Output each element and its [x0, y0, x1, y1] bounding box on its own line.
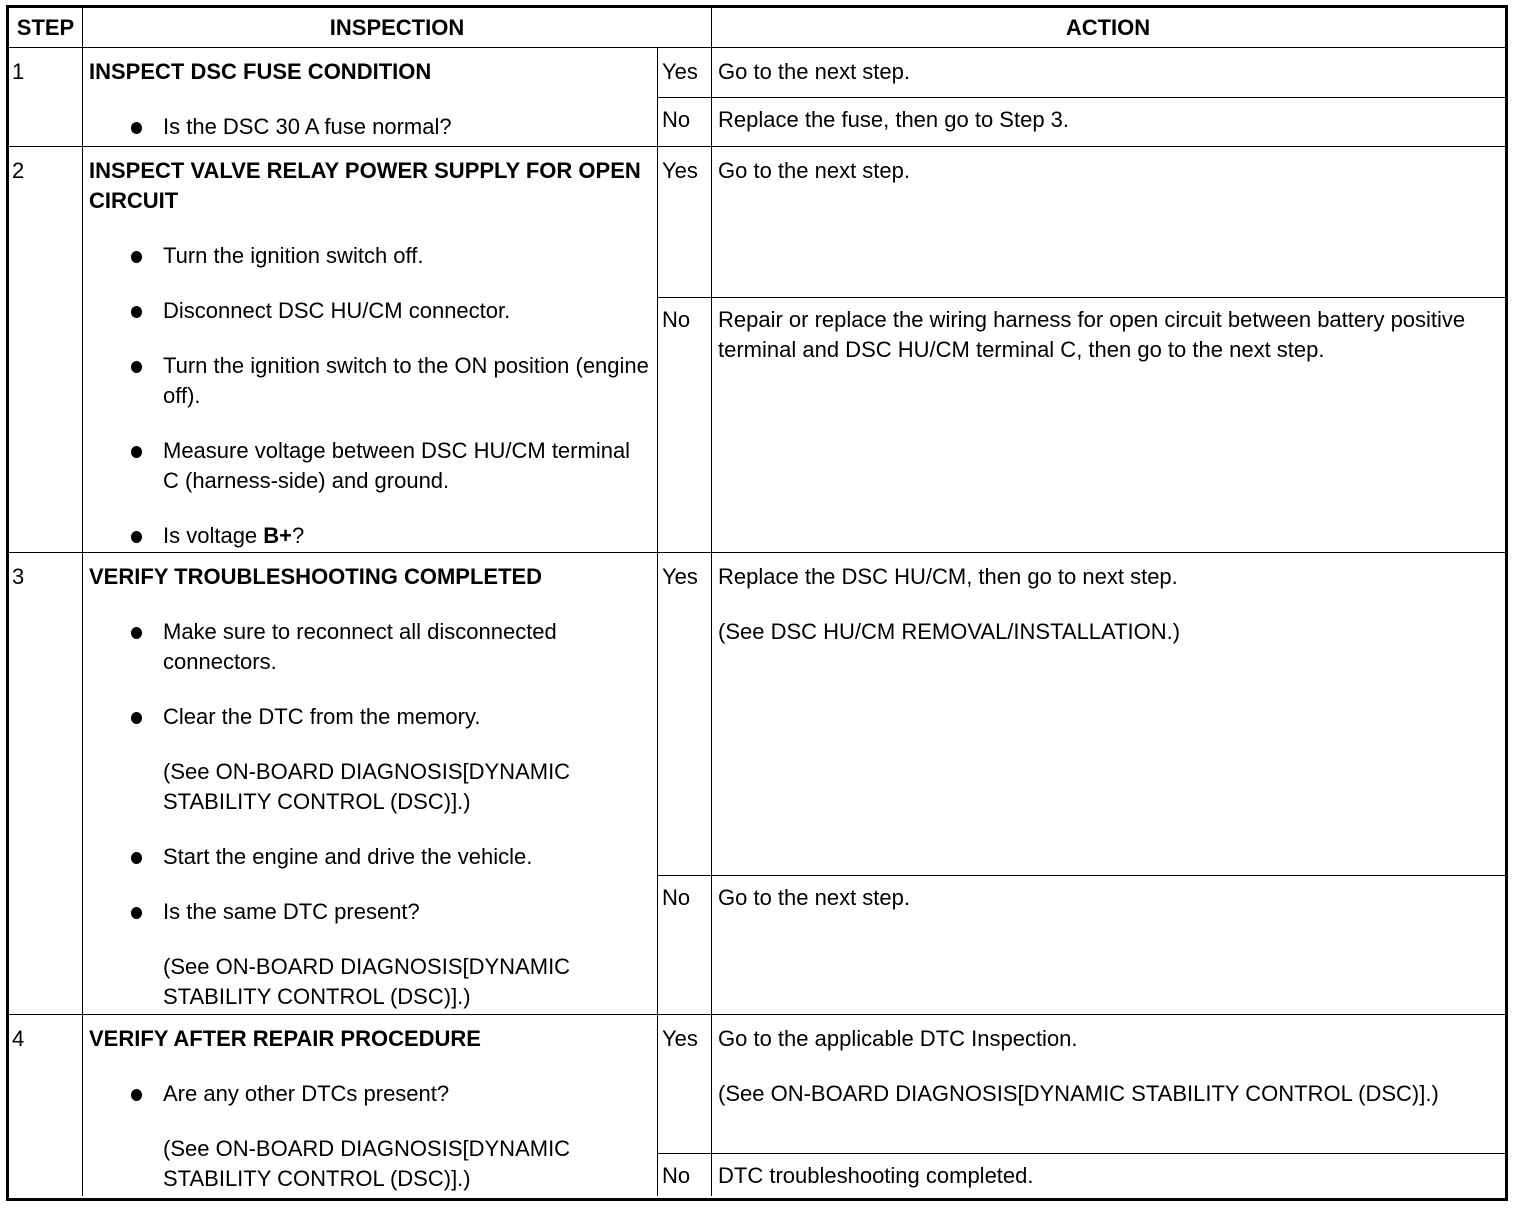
header-divider — [8, 47, 1505, 48]
step-number: 1 — [12, 59, 25, 84]
header-inspection: INSPECTION — [329, 15, 465, 40]
yes-label: Yes — [662, 59, 698, 84]
bullet-icon — [131, 712, 142, 724]
bullet-item — [89, 296, 649, 326]
yes-action — [718, 562, 1503, 672]
action-text: Go to the next step. — [718, 158, 911, 183]
no-action — [718, 883, 1503, 938]
column-divider — [711, 8, 712, 1196]
item-text: (See ON-BOARD DIAGNOSIS[DYNAMIC STABILITY CONTROL (DSC)].) — [163, 759, 571, 814]
bullet-icon — [131, 907, 142, 919]
reference-note — [89, 1134, 649, 1194]
no-label: No — [662, 1163, 691, 1188]
action-text: Replace the DSC HU/CM, then go to next step. — [718, 564, 1178, 589]
yes-action — [718, 156, 1503, 211]
action-text: Go to the next step. — [718, 885, 911, 910]
column-divider — [82, 8, 83, 1196]
bullet-item — [89, 842, 649, 872]
action-text: (See DSC HU/CM REMOVAL/INSTALLATION.) — [718, 619, 1181, 644]
item-text: (See ON-BOARD DIAGNOSIS[DYNAMIC STABILITY CONTROL (DSC)].) — [163, 954, 571, 1009]
bullet-icon — [131, 361, 142, 373]
yes-no-divider — [657, 875, 1505, 876]
item-text: Is the same DTC present? — [163, 899, 420, 924]
action-text: (See ON-BOARD DIAGNOSIS[DYNAMIC STABILITY CONTROL (DSC)].) — [718, 1081, 1439, 1106]
bullet-icon — [131, 122, 142, 134]
item-text: Make sure to reconnect all disconnected connectors. — [163, 619, 557, 674]
item-text: Is the DSC 30 A fuse normal? — [163, 114, 452, 139]
item-text: Disconnect DSC HU/CM connector. — [163, 298, 511, 323]
bullet-item — [89, 702, 649, 732]
no-label: No — [662, 885, 691, 910]
item-text: (See ON-BOARD DIAGNOSIS[DYNAMIC STABILITY CONTROL (DSC)].) — [163, 1136, 571, 1191]
inspection-title: INSPECT DSC FUSE CONDITION — [89, 59, 432, 84]
action-text: DTC troubleshooting completed. — [718, 1163, 1034, 1188]
no-action — [718, 1161, 1503, 1216]
item-text: Clear the DTC from the memory. — [163, 704, 481, 729]
bullet-item — [89, 1079, 649, 1109]
inspection-title: VERIFY AFTER REPAIR PROCEDURE — [89, 1026, 481, 1051]
inspection-cell — [89, 1024, 649, 1219]
header-step: STEP — [16, 15, 75, 40]
header-action: ACTION — [1065, 15, 1151, 40]
reference-note — [89, 952, 649, 1012]
no-label: No — [662, 107, 691, 132]
yes-label: Yes — [662, 564, 698, 589]
bullet-icon — [131, 446, 142, 458]
bullet-icon — [131, 1089, 142, 1101]
bullet-icon — [131, 306, 142, 318]
bullet-item — [89, 617, 649, 677]
reference-note — [89, 757, 649, 817]
action-text: Replace the fuse, then go to Step 3. — [718, 107, 1070, 132]
bullet-icon — [131, 627, 142, 639]
yes-label: Yes — [662, 158, 698, 183]
item-text: Turn the ignition switch off. — [163, 243, 424, 268]
item-text: Start the engine and drive the vehicle. — [163, 844, 533, 869]
bullet-icon — [131, 531, 142, 543]
step-number: 4 — [12, 1026, 25, 1051]
no-label: No — [662, 307, 691, 332]
no-action — [718, 305, 1503, 390]
bullet-item — [89, 436, 649, 496]
inspection-cell — [89, 156, 649, 576]
action-text: Repair or replace the wiring harness for open circuit between battery positive terminal and DSC HU/CM terminal C, then go to the next step. — [718, 307, 1466, 362]
bullet-icon — [131, 852, 142, 864]
yes-label: Yes — [662, 1026, 698, 1051]
yes-action — [718, 57, 1503, 112]
yes-action — [718, 1024, 1503, 1134]
step-number: 3 — [12, 564, 25, 589]
item-text: Turn the ignition switch to the ON position (engine off). — [163, 353, 649, 408]
bullet-item — [89, 351, 649, 411]
item-text: Measure voltage between DSC HU/CM terminal C (harness-side) and ground. — [163, 438, 631, 493]
bullet-item — [89, 521, 649, 551]
action-text: Go to the applicable DTC Inspection. — [718, 1026, 1078, 1051]
item-text: Is voltage — [163, 523, 264, 548]
yes-no-divider — [657, 297, 1505, 298]
bullet-icon — [131, 251, 142, 263]
item-text: Are any other DTCs present? — [163, 1081, 450, 1106]
bullet-item — [89, 112, 649, 142]
item-suffix: ? — [292, 523, 305, 548]
step-number: 2 — [12, 158, 25, 183]
item-bold-value: B+ — [263, 523, 293, 548]
bullet-item — [89, 897, 649, 927]
inspection-title: VERIFY TROUBLESHOOTING COMPLETED — [89, 564, 543, 589]
action-text: Go to the next step. — [718, 59, 911, 84]
column-divider — [657, 48, 658, 1196]
inspection-cell — [89, 57, 649, 167]
yes-no-divider — [657, 1153, 1505, 1154]
no-action — [718, 105, 1503, 160]
inspection-cell — [89, 562, 649, 1037]
bullet-item — [89, 241, 649, 271]
inspection-title: INSPECT VALVE RELAY POWER SUPPLY FOR OPEN CIRCUIT — [89, 158, 641, 213]
